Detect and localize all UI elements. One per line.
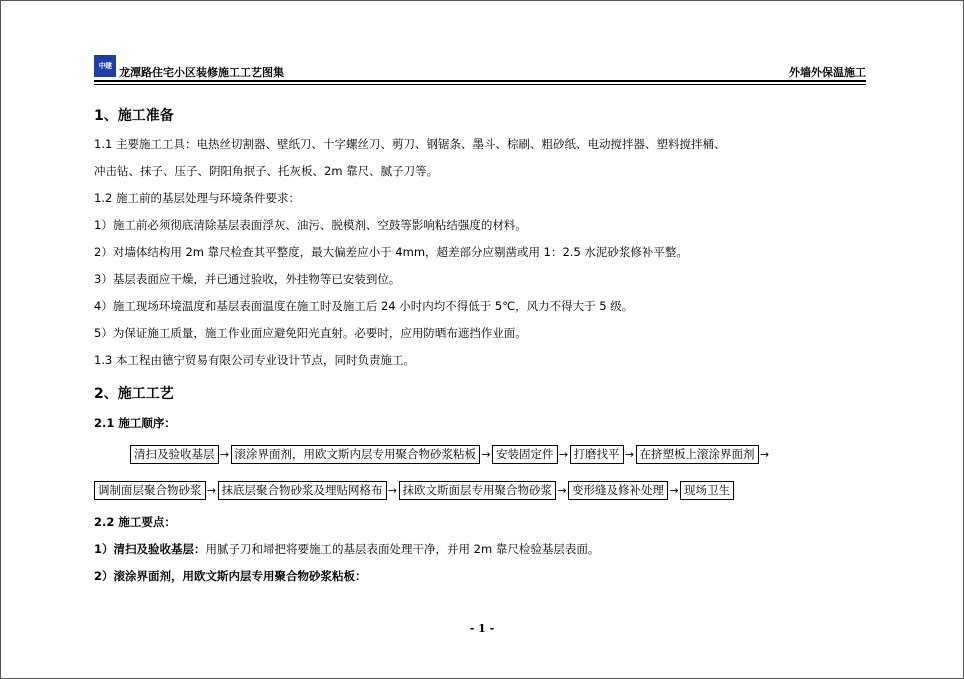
arrow-right-icon: →	[624, 448, 635, 461]
flow-row-1	[130, 444, 771, 464]
point-1-text: 用腻子刀和埽把将要施工的基层表面处理干净，并用 2m 靠尺检验基层表面。	[205, 542, 600, 556]
arrow-right-icon: →	[219, 448, 230, 461]
flow-step: 打磨找平	[570, 445, 624, 464]
text-line: 冲击钻、抹子、压子、阴阳角抿子、托灰板、2m 靠尺、腻子刀等。	[94, 164, 439, 178]
document-title: 龙潭路住宅小区装修施工工艺图集	[119, 66, 284, 79]
flow-step: 清扫及验收基层	[130, 445, 219, 464]
text-line: 1.1 主要施工工具：电热丝切割器、壁纸刀、十字螺丝刀、剪刀、钢锯条、墨斗、棕刷、粗砂纸、电动搅拌器、塑料搅拌桶、	[94, 137, 726, 151]
text-line: 3）基层表面应干燥，并已通过验收，外挂物等已安装到位。	[94, 272, 401, 286]
flow-step: 抹欧文斯面层专用聚合物砂浆	[399, 481, 557, 500]
arrow-right-icon: →	[557, 484, 567, 497]
subheading-construction-points: 2.2 施工要点：	[94, 515, 176, 529]
text-line: 1）施工前必须彻底清除基层表面浮灰、油污、脱模剂、空鼓等影响粘结强度的材料。	[94, 218, 527, 232]
point-1	[94, 542, 599, 557]
arrow-right-icon: →	[206, 484, 217, 497]
logo-text: 中建	[98, 62, 112, 70]
arrow-right-icon: →	[669, 484, 679, 497]
text-line: 5）为保证施工质量，施工作业面应避免阳光直射。必要时，应用防晒布遮挡作业面。	[94, 326, 527, 340]
point-2: 2）滚涂界面剂，用欧文斯内层专用聚合物砂浆粘板：	[94, 569, 367, 583]
subheading-construction-sequence: 2.1 施工顺序：	[94, 416, 176, 430]
text-line: 4）施工现场环境温度和基层表面温度在施工时及施工后 24 小时内均不得低于 5℃，风力不得大于 5 级。	[94, 299, 634, 313]
flow-step: 抹底层聚合物砂浆及埋贴网格布	[218, 481, 387, 500]
arrow-right-icon: →	[481, 448, 491, 461]
arrow-right-icon: →	[558, 448, 569, 461]
arrow-right-icon: →	[387, 484, 398, 497]
heading-section-1: 1、施工准备	[94, 108, 174, 124]
section-title: 外墙外保温施工	[789, 66, 866, 79]
page-number: - 1 -	[469, 622, 495, 635]
company-logo	[94, 55, 116, 77]
flow-step: 调制面层聚合物砂浆	[94, 481, 206, 500]
flow-step: 滚涂界面剂，用欧文斯内层专用聚合物砂浆粘板	[231, 445, 481, 464]
flow-step: 现场卫生	[680, 481, 734, 500]
heading-section-2: 2、施工工艺	[94, 386, 174, 402]
text-line: 2）对墙体结构用 2m 靠尺检查其平整度，最大偏差应小于 4mm，超差部分应剔凿或用 1：2.5 水泥砂浆修补平整。	[94, 245, 688, 259]
arrow-right-icon: →	[759, 448, 770, 461]
flow-step: 变形缝及修补处理	[568, 481, 668, 500]
text-line: 1.2 施工前的基层处理与环境条件要求：	[94, 191, 300, 205]
header-rule-thin	[94, 84, 866, 85]
text-line: 1.3 本工程由德宁贸易有限公司专业设计节点，同时负责施工。	[94, 353, 415, 367]
flow-row-2	[94, 480, 734, 500]
page-header	[94, 55, 866, 81]
flow-step: 安装固定件	[492, 445, 558, 464]
header-rule	[94, 80, 866, 82]
flow-step: 在挤塑板上滚涂界面剂	[636, 445, 759, 464]
point-1-label: 1）清扫及验收基层：	[94, 542, 206, 556]
